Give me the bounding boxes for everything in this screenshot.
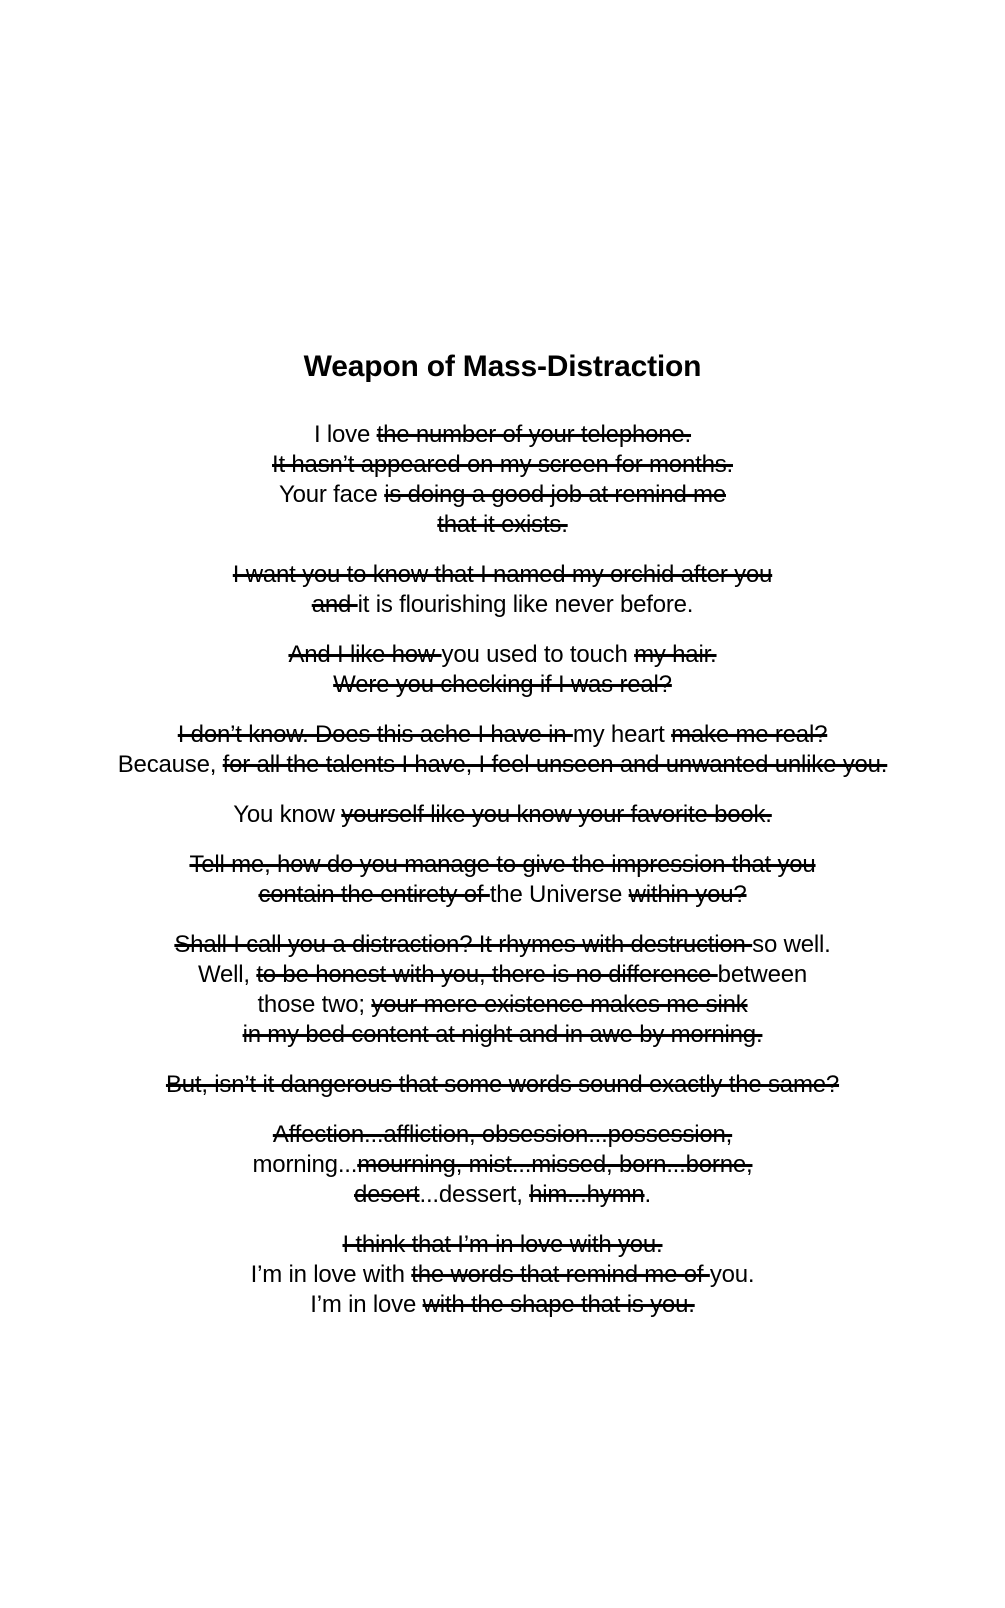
struck-text: my hair.: [634, 641, 717, 668]
struck-text: But, isn’t it dangerous that some words sound exactly the same?: [165, 1071, 840, 1098]
poem-stanza: [0, 930, 1005, 1050]
struck-text: mourning, mist...missed, born...borne,: [357, 1151, 753, 1178]
plain-text: Your face: [278, 481, 385, 508]
struck-text: that it exists.: [437, 511, 568, 538]
struck-text: yourself like you know your favorite book.: [341, 801, 772, 828]
struck-text: for all the talents I have, I feel unseen and unwanted unlike you.: [222, 751, 888, 778]
struck-text: It hasn’t appeared on my screen for months.: [272, 451, 733, 478]
plain-text: You know: [233, 801, 342, 828]
plain-text: between: [717, 961, 808, 988]
plain-text: it is flourishing like never before.: [357, 591, 694, 618]
poem-stanza: [0, 800, 1005, 830]
poem-line: [0, 880, 1005, 910]
struck-text: and: [311, 591, 358, 618]
struck-text: And I like how: [288, 641, 442, 668]
struck-text: Affection...affliction, obsession...possession,: [272, 1121, 733, 1148]
poem-line: [0, 990, 1005, 1020]
poem-body: [0, 420, 1005, 1340]
struck-text: contain the entirety of: [258, 881, 490, 908]
poem-line: [0, 590, 1005, 620]
poem-line: [0, 1180, 1005, 1210]
plain-text: Well,: [197, 961, 257, 988]
poem-line: [0, 930, 1005, 960]
plain-text: you.: [709, 1261, 755, 1288]
poem-line: [0, 960, 1005, 990]
struck-text: within you?: [628, 881, 747, 908]
poem-stanza: [0, 560, 1005, 620]
poem-line: [0, 1290, 1005, 1320]
struck-text: him...hymn: [529, 1181, 645, 1208]
poem-line: [0, 1230, 1005, 1260]
struck-text: is doing a good job at remind me: [384, 481, 726, 508]
plain-text: morning...: [252, 1151, 358, 1178]
struck-text: in my bed content at night and in awe by morning.: [242, 1021, 763, 1048]
poem-line: [0, 450, 1005, 480]
poem-line: [0, 850, 1005, 880]
plain-text: Because,: [117, 751, 223, 778]
poem-line: [0, 800, 1005, 830]
plain-text: I’m in love with: [250, 1261, 412, 1288]
poem-stanza: [0, 1120, 1005, 1210]
struck-text: your mere existence makes me sink: [371, 991, 748, 1018]
poem-line: [0, 1150, 1005, 1180]
poem-line: [0, 670, 1005, 700]
poem-stanza: [0, 420, 1005, 540]
poem-line: [0, 1120, 1005, 1150]
struck-text: to be honest with you, there is no difference: [256, 961, 718, 988]
poem-line: [0, 720, 1005, 750]
struck-text: the words that remind me of: [411, 1261, 710, 1288]
struck-text: Were you checking if I was real?: [333, 671, 672, 698]
struck-text: Tell me, how do you manage to give the impression that you: [189, 851, 816, 878]
poem-stanza: [0, 720, 1005, 780]
poem-stanza: [0, 640, 1005, 700]
poem-line: [0, 420, 1005, 450]
struck-text: Shall I call you a distraction? It rhymes with destruction: [174, 931, 753, 958]
plain-text: my heart: [572, 721, 672, 748]
poem-stanza: [0, 1230, 1005, 1320]
poem-line: [0, 480, 1005, 510]
poem-line: [0, 560, 1005, 590]
struck-text: the number of your telephone.: [376, 421, 692, 448]
struck-text: with the shape that is you.: [422, 1291, 695, 1318]
poem-line: [0, 1260, 1005, 1290]
poem-line: [0, 510, 1005, 540]
poem-stanza: [0, 1070, 1005, 1100]
plain-text: I’m in love: [310, 1291, 423, 1318]
page-title: Weapon of Mass-Distraction: [303, 350, 702, 384]
struck-text: I think that I’m in love with you.: [342, 1231, 663, 1258]
plain-text: .: [644, 1181, 651, 1208]
struck-text: I don’t know. Does this ache I have in: [177, 721, 573, 748]
poem-line: [0, 1020, 1005, 1050]
poem-line: [0, 750, 1005, 780]
plain-text: ...dessert,: [419, 1181, 530, 1208]
poem-line: [0, 1070, 1005, 1100]
plain-text: the Universe: [489, 881, 629, 908]
poem-line: [0, 640, 1005, 670]
struck-text: I want you to know that I named my orchid after you: [232, 561, 773, 588]
struck-text: make me real?: [671, 721, 828, 748]
struck-text: desert: [353, 1181, 420, 1208]
plain-text: so well.: [752, 931, 831, 958]
plain-text: I love: [313, 421, 377, 448]
poem-stanza: [0, 850, 1005, 910]
plain-text: those two;: [257, 991, 372, 1018]
plain-text: you used to touch: [441, 641, 635, 668]
